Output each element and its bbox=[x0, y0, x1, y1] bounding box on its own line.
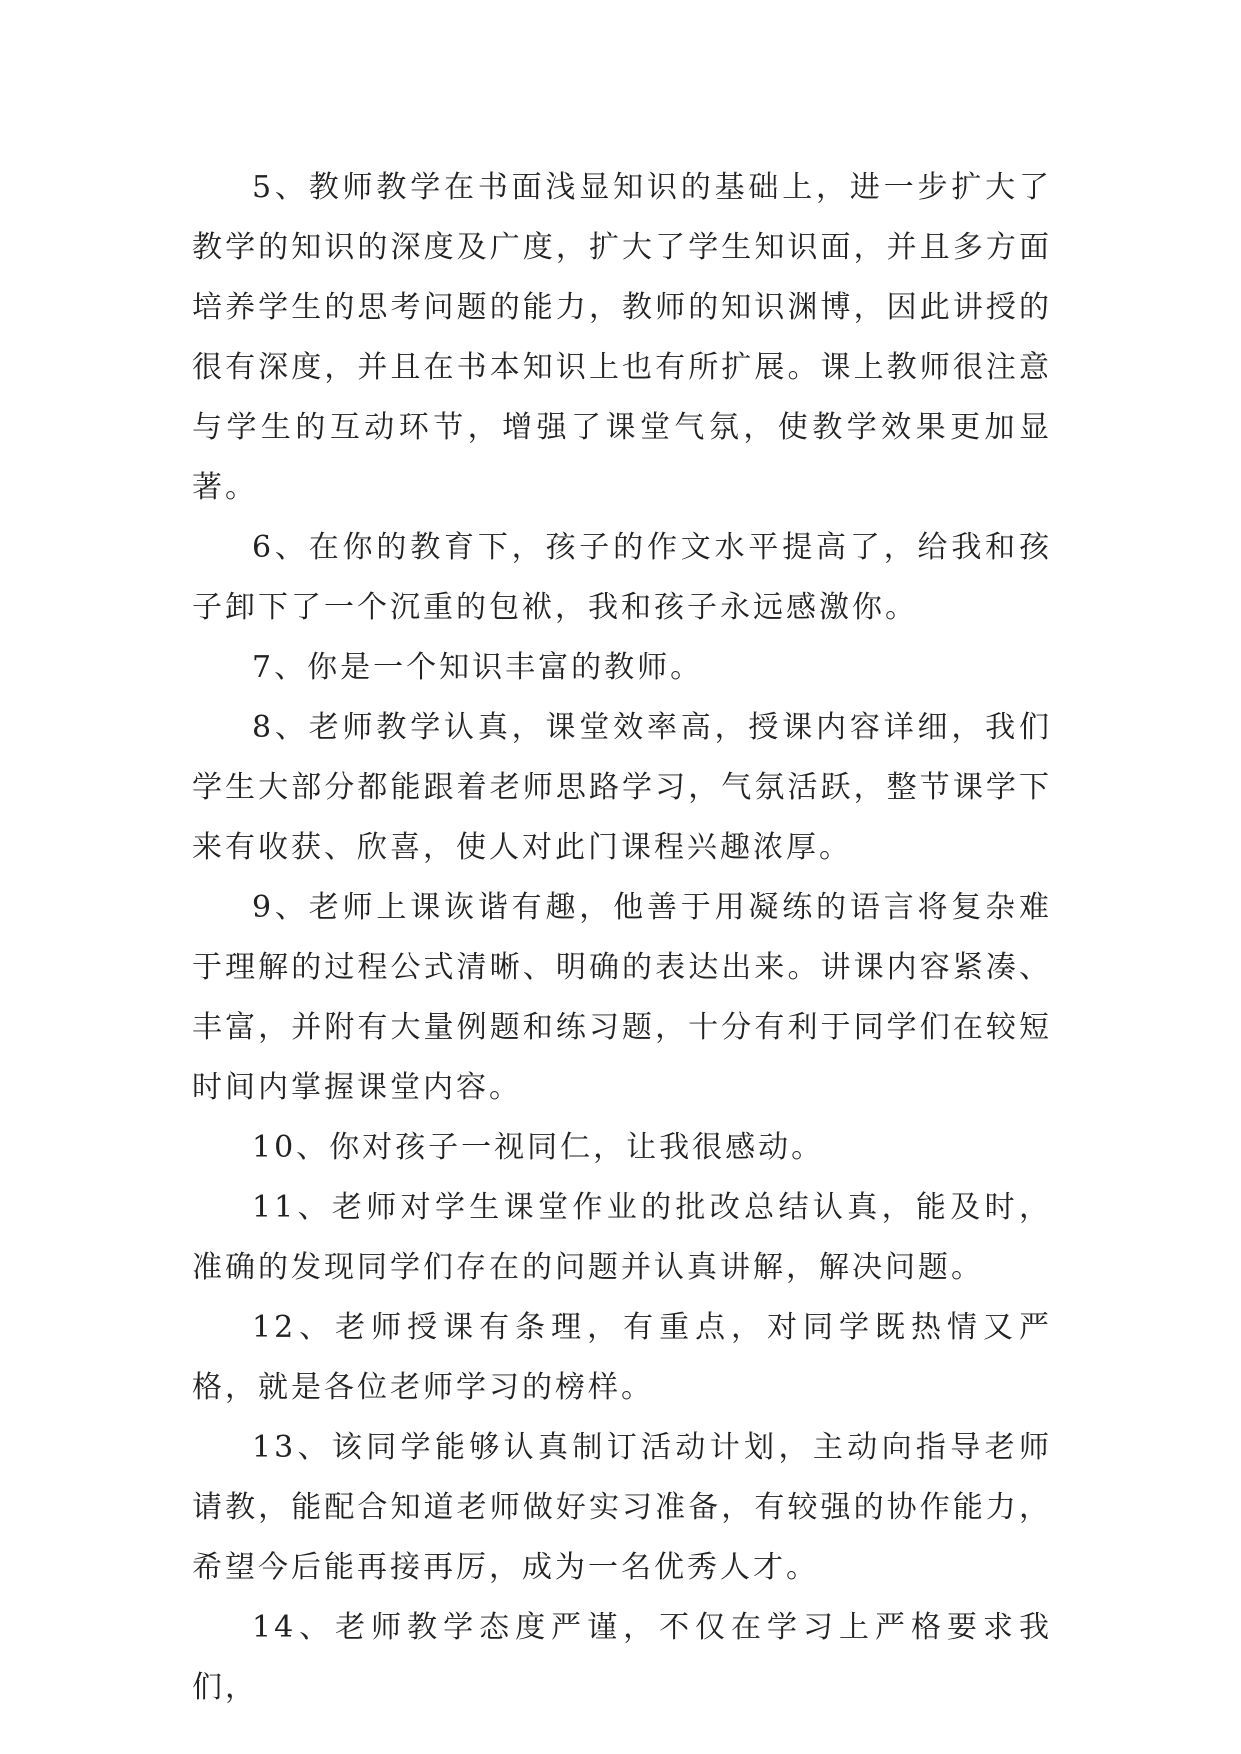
paragraph-13: 13、该同学能够认真制订活动计划，主动向指导老师请教，能配合知道老师做好实习准备，有较强的协作能力，希望今后能再接再厉，成为一名优秀人才。 bbox=[192, 1430, 1052, 1585]
paragraph-5: 5、教师教学在书面浅显知识的基础上，进一步扩大了教学的知识的深度及广度，扩大了学生知识面，并且多方面培养学生的思考问题的能力，教师的知识渊博，因此讲授的很有深度，并且在书本知识上也有所扩展。课上教师很注意与学生的互动环节，增强了课堂气氛，使教学效果更加显著。 bbox=[192, 170, 1052, 505]
paragraph-6: 6、在你的教育下，孩子的作文水平提高了，给我和孩子卸下了一个沉重的包袱，我和孩子永远感激你。 bbox=[192, 530, 1052, 625]
paragraph-9: 9、老师上课诙谐有趣，他善于用凝练的语言将复杂难于理解的过程公式清晰、明确的表达出来。讲课内容紧凑、丰富，并附有大量例题和练习题，十分有利于同学们在较短时间内掌握课堂内容。 bbox=[192, 890, 1052, 1105]
paragraph-14: 14、老师教学态度严谨，不仅在学习上严格要求我们， bbox=[192, 1610, 1052, 1705]
paragraph-11: 11、老师对学生课堂作业的批改总结认真，能及时，准确的发现同学们存在的问题并认真讲解，解决问题。 bbox=[192, 1190, 1052, 1285]
document-body bbox=[192, 158, 1052, 1718]
paragraph-10: 10、你对孩子一视同仁，让我很感动。 bbox=[252, 1130, 825, 1165]
paragraph-12: 12、老师授课有条理，有重点，对同学既热情又严格，就是各位老师学习的榜样。 bbox=[192, 1310, 1052, 1405]
paragraph-7: 7、你是一个知识丰富的教师。 bbox=[252, 650, 704, 685]
paragraph-8: 8、老师教学认真，课堂效率高，授课内容详细，我们学生大部分都能跟着老师思路学习，气氛活跃，整节课学下来有收获、欣喜，使人对此门课程兴趣浓厚。 bbox=[192, 710, 1052, 865]
